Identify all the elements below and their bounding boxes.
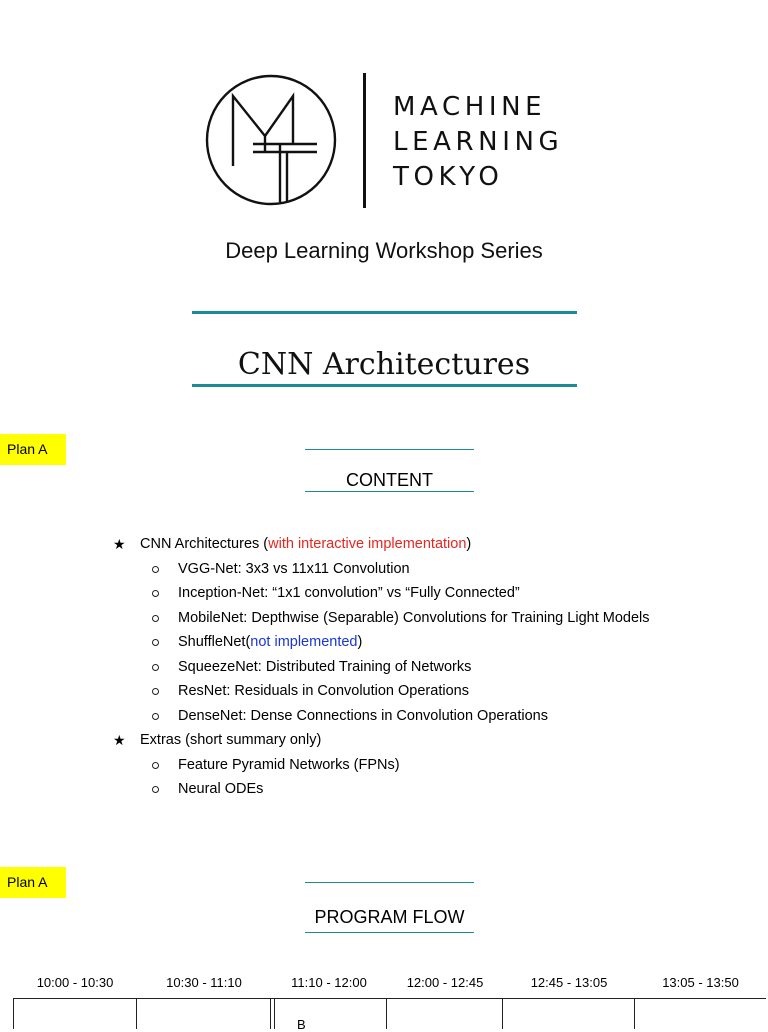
content-rule-top <box>305 449 474 450</box>
circle-bullet-icon <box>152 688 159 695</box>
outline-text: ShuffleNet( <box>178 634 251 650</box>
logo-divider <box>363 73 366 208</box>
time-slot-1: 10:00 - 10:30 <box>36 975 114 990</box>
circle-bullet-icon <box>152 762 159 769</box>
logo-wordmark-line-2: LEARNING <box>393 127 564 157</box>
time-slot-3: 11:10 - 12:00 <box>291 975 367 990</box>
outline-subitem <box>178 583 520 603</box>
outline-text: ) <box>357 634 363 650</box>
outline-item <box>113 730 322 750</box>
outline-text: Inception-Net: “1x1 convolution” vs “Fully Connected” <box>178 585 520 601</box>
time-slot-2: 10:30 - 11:10 <box>166 975 242 990</box>
series-subtitle: Deep Learning Workshop Series <box>225 238 543 263</box>
mlt-monogram-logo <box>205 74 337 206</box>
outline-text: SqueezeNet: Distributed Training of Networks <box>178 658 472 675</box>
schedule-cell <box>13 999 14 1029</box>
outline-text: ResNet: Residuals in Convolution Operations <box>178 683 469 699</box>
outline-subitem <box>178 706 548 726</box>
star-bullet-icon: ★ <box>113 732 126 748</box>
outline-text: with interactive implementation <box>268 536 467 552</box>
outline-text: ) <box>466 536 472 552</box>
title-rule-top <box>192 311 577 314</box>
outline-text: Feature Pyramid Networks (FPNs) <box>178 756 400 773</box>
content-heading: CONTENT <box>346 470 433 490</box>
schedule-cell-text: B <box>297 1017 306 1032</box>
outline-item <box>113 534 472 554</box>
program-flow-rule-bottom <box>305 932 474 933</box>
outline-subitem <box>178 657 471 677</box>
outline-text: not implemented <box>250 634 358 650</box>
outline-subitem <box>178 779 263 799</box>
program-flow-heading: PROGRAM FLOW <box>314 907 465 927</box>
outline-subitem <box>178 681 469 701</box>
circle-bullet-icon <box>152 713 159 720</box>
outline-text: Extras (short summary only) <box>140 732 322 748</box>
content-rule-bottom <box>305 491 474 492</box>
schedule-cell <box>502 999 503 1029</box>
title-rule-bottom <box>192 384 577 387</box>
star-bullet-icon: ★ <box>113 536 126 552</box>
schedule-cell-divider <box>274 999 275 1029</box>
schedule-cell <box>136 999 137 1029</box>
schedule-cell <box>386 999 387 1029</box>
outline-subitem <box>178 559 410 579</box>
outline-text: DenseNet: Dense Connections in Convolution Operations <box>178 707 548 724</box>
circle-bullet-icon <box>152 664 159 671</box>
circle-bullet-icon <box>152 786 159 793</box>
outline-text: Neural ODEs <box>178 781 264 797</box>
outline-text: CNN Architectures ( <box>140 536 269 552</box>
logo-wordmark-line-1: MACHINE <box>393 92 547 122</box>
circle-bullet-icon <box>152 566 159 573</box>
time-slot-4: 12:00 - 12:45 <box>406 975 484 990</box>
outline-subitem <box>178 755 400 775</box>
circle-bullet-icon <box>152 639 159 646</box>
program-flow-rule-top <box>305 882 474 883</box>
schedule-table <box>13 998 766 1032</box>
outline-text: VGG-Net: 3x3 vs 11x11 Convolution <box>178 560 410 577</box>
outline-text: MobileNet: Depthwise (Separable) Convolutions for Training Light Models <box>178 609 650 626</box>
logo-wordmark-line-3: TOKYO <box>393 162 504 192</box>
circle-bullet-icon <box>152 615 159 622</box>
time-slot-5: 12:45 - 13:05 <box>530 975 608 990</box>
outline-subitem <box>178 632 362 652</box>
schedule-cell <box>634 999 635 1029</box>
time-slot-6: 13:05 - 13:50 <box>662 975 739 990</box>
outline-subitem <box>178 608 650 628</box>
circle-bullet-icon <box>152 590 159 597</box>
schedule-cell <box>270 999 387 1032</box>
plan-a-tag: Plan A <box>0 434 66 465</box>
page-title: CNN Architectures <box>237 347 531 382</box>
plan-a-tag: Plan A <box>0 867 66 898</box>
